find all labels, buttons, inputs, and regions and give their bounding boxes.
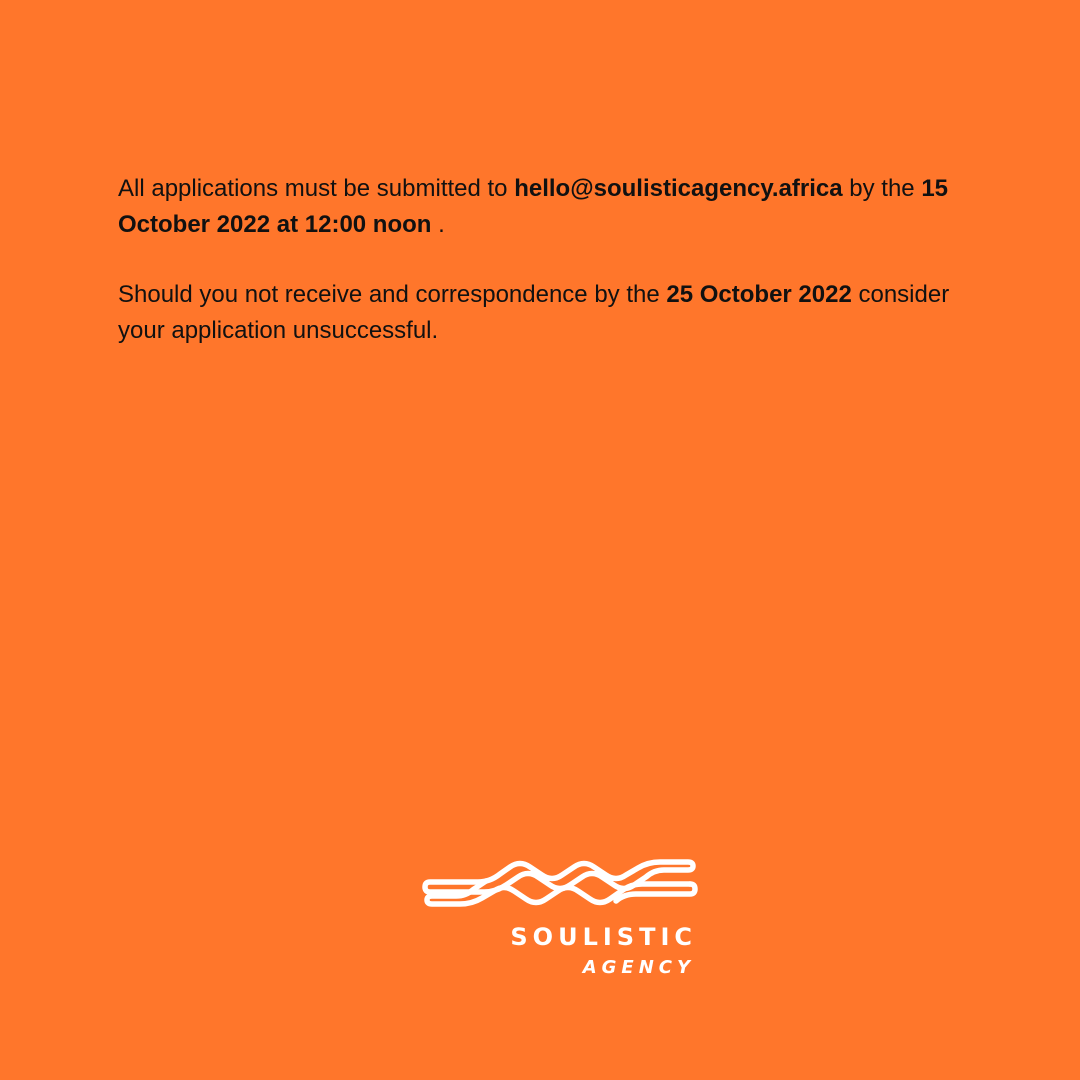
submission-end: . bbox=[431, 211, 445, 238]
submission-text-by: by the bbox=[842, 175, 922, 202]
waves-icon bbox=[420, 852, 700, 914]
correspondence-text-end: consider your application unsuccessful. bbox=[118, 281, 950, 344]
soulistic-agency-logo bbox=[420, 852, 700, 982]
submission-text: All applications must be submitted to bbox=[118, 175, 515, 202]
submission-paragraph bbox=[118, 171, 998, 243]
logo-subtitle: AGENCY bbox=[582, 957, 695, 978]
correspondence-text: Should you not receive and correspondence by the bbox=[118, 281, 667, 308]
application-notice bbox=[118, 171, 998, 349]
correspondence-paragraph bbox=[118, 277, 998, 349]
correspondence-date: 25 October 2022 bbox=[666, 281, 852, 308]
logo-wordmark: SOULISTIC bbox=[510, 923, 697, 951]
contact-email: hello@soulisticagency.africa bbox=[514, 175, 843, 202]
submission-deadline: 15 October 2022 at 12:00 noon bbox=[118, 175, 949, 238]
